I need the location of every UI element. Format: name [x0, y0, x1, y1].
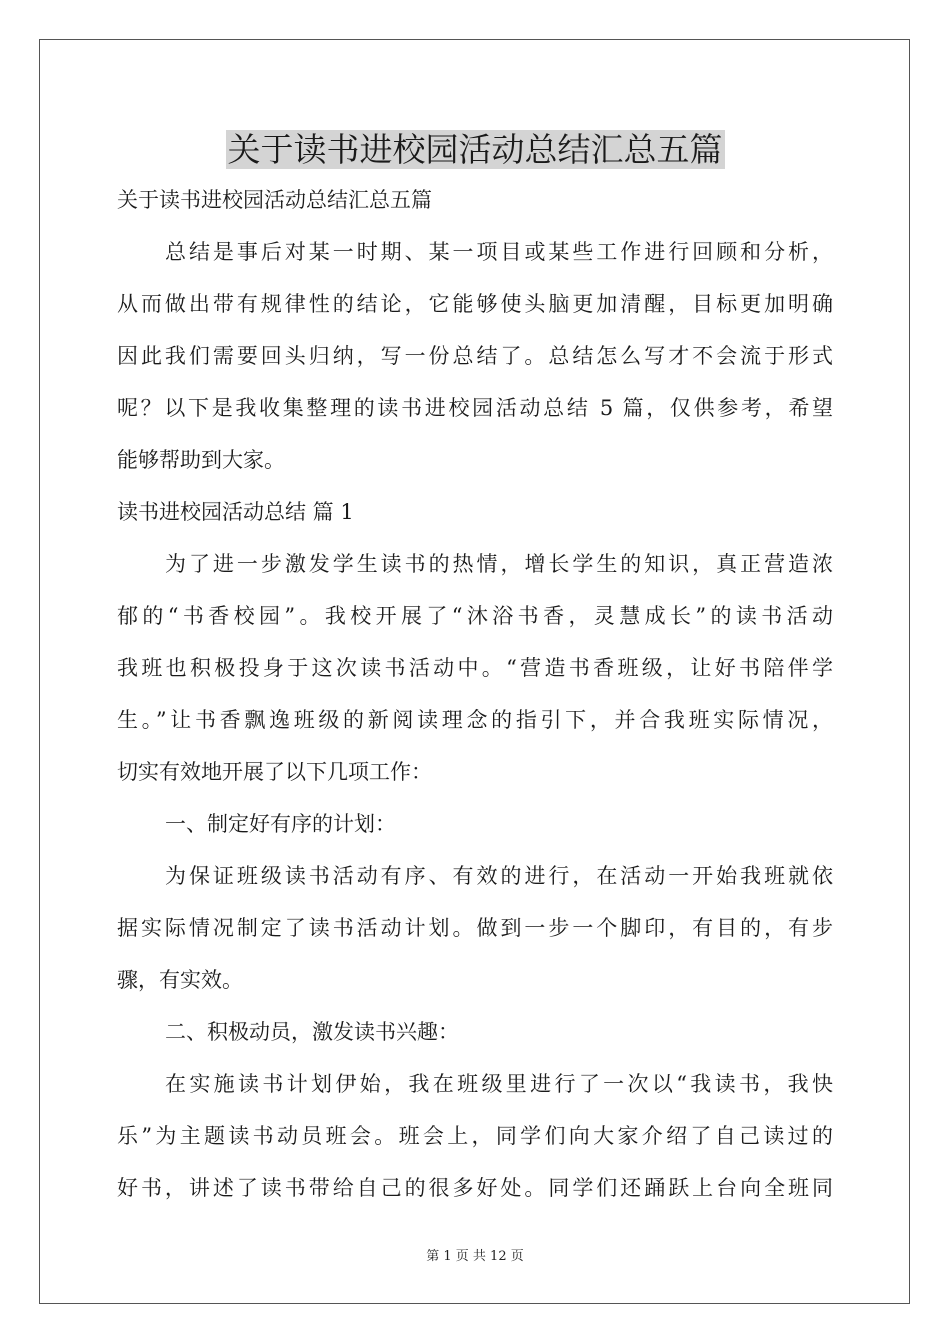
- text-line: 据实际情况制定了读书活动计划。做到一步一个脚印，有目的，有步: [117, 916, 833, 940]
- text-line: 乐”为主题读书动员班会。班会上，同学们向大家介绍了自己读过的: [117, 1124, 833, 1148]
- text-line: 为保证班级读书活动有序、有效的进行，在活动一开始我班就依: [165, 864, 833, 888]
- text-line: 骤，有实效。: [117, 968, 243, 992]
- text-line: 在实施读书计划伊始，我在班级里进行了一次以“我读书，我快: [165, 1072, 833, 1096]
- text-line: 生。”让书香飘逸班级的新阅读理念的指引下，并合我班实际情况，: [117, 708, 833, 732]
- text-line: 郁的“书香校园”。我校开展了“沐浴书香，灵慧成长”的读书活动: [117, 604, 833, 628]
- document-title: [0, 126, 950, 174]
- text-line: 呢？以下是我收集整理的读书进校园活动总结 5 篇，仅供参考，希望: [117, 396, 833, 420]
- text-line: 从而做出带有规律性的结论，它能够使头脑更加清醒，目标更加明确: [117, 292, 833, 316]
- page-footer: 第 1 页 共 12 页: [426, 1249, 524, 1264]
- text-line: 读书进校园活动总结 篇 1: [117, 500, 354, 524]
- document-body: [117, 174, 833, 1214]
- text-line: 能够帮助到大家。: [117, 448, 285, 472]
- text-line: 总结是事后对某一时期、某一项目或某些工作进行回顾和分析，: [165, 240, 833, 264]
- text-line: 切实有效地开展了以下几项工作：: [117, 760, 432, 784]
- text-line: 为了进一步激发学生读书的热情，增长学生的知识，真正营造浓: [165, 552, 833, 576]
- text-line: 关于读书进校园活动总结汇总五篇: [117, 188, 432, 212]
- text-line: 二、积极动员，激发读书兴趣：: [165, 1020, 459, 1044]
- text-line: 因此我们需要回头归纳，写一份总结了。总结怎么写才不会流于形式: [117, 344, 833, 368]
- text-line: 一、制定好有序的计划：: [165, 812, 396, 836]
- text-line: 好书，讲述了读书带给自己的很多好处。同学们还踊跃上台向全班同: [117, 1176, 833, 1200]
- document-title-text: 关于读书进校园活动总结汇总五篇: [227, 130, 723, 169]
- text-line: 我班也积极投身于这次读书活动中。“营造书香班级，让好书陪伴学: [117, 656, 833, 680]
